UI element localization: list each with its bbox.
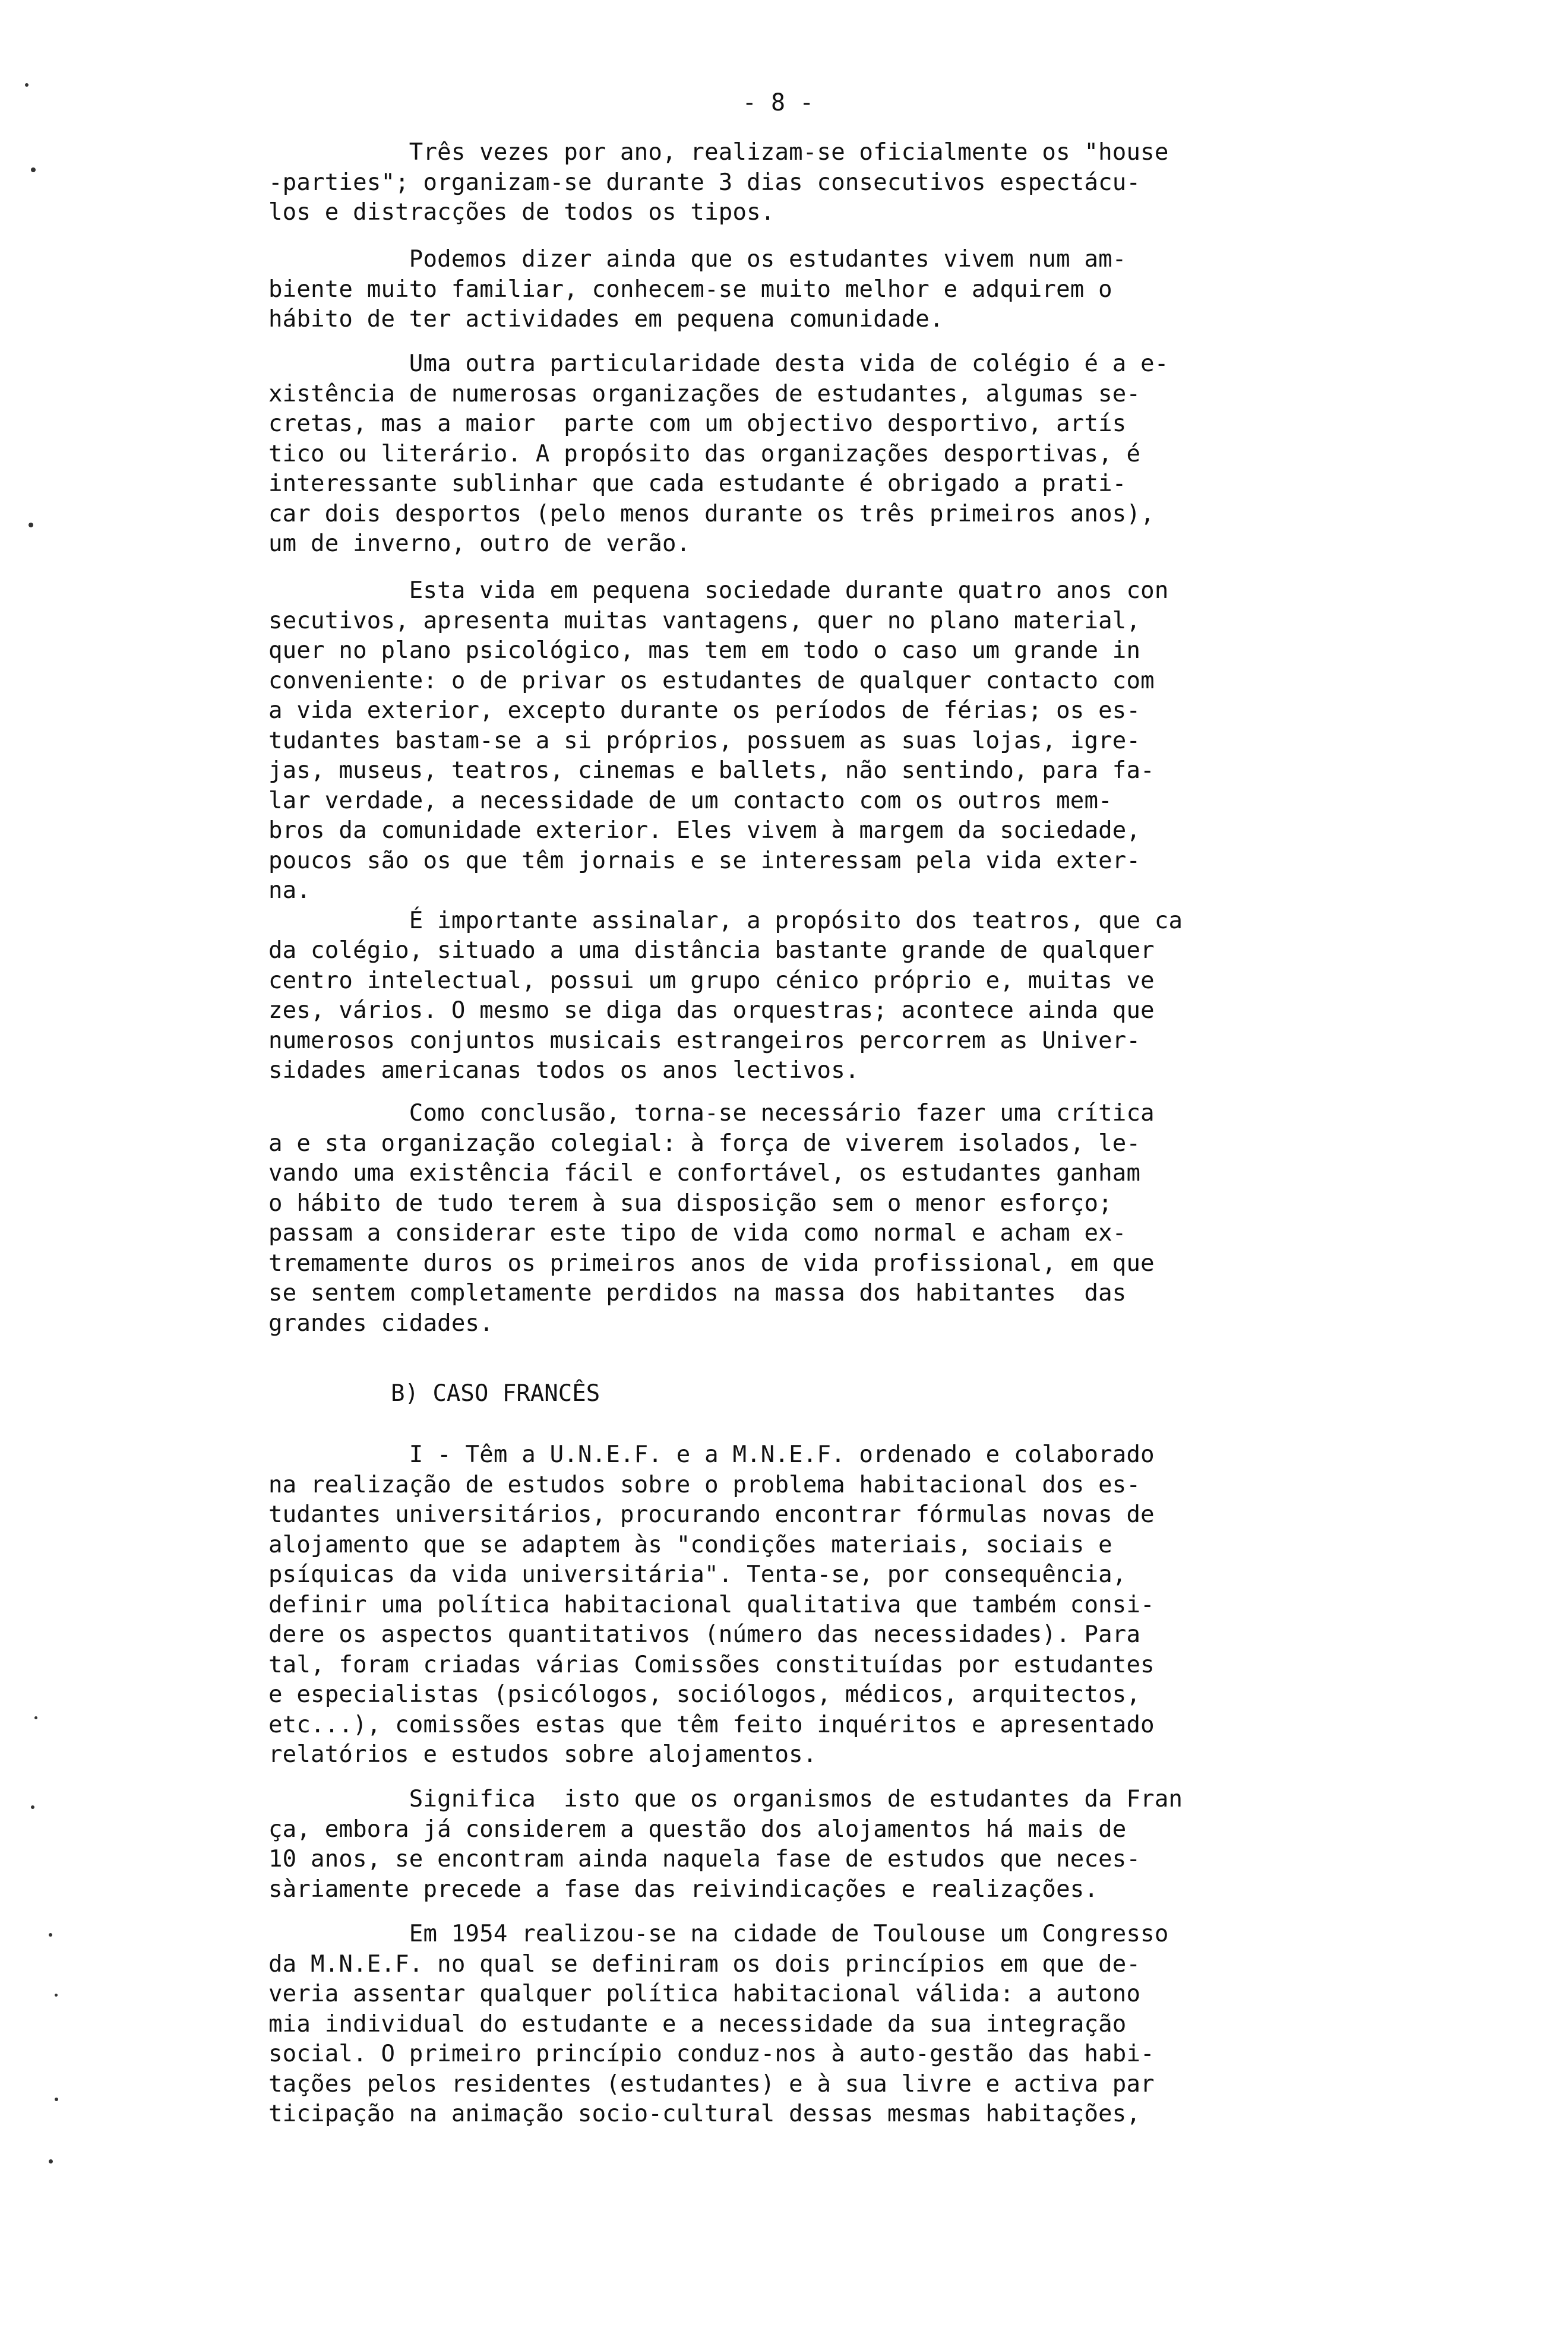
scan-speck xyxy=(55,2098,58,2101)
scan-speck xyxy=(25,83,29,87)
scan-speck xyxy=(34,1716,37,1719)
scan-speck xyxy=(55,1994,58,1997)
scan-speck xyxy=(31,1805,34,1809)
paragraph-toulouse-congress: Em 1954 realizou-se na cidade de Toulouse um Congresso da M.N.E.F. no qual se definiram os dois princípios em que de- veria assentar qualquer política habitacional válida: a autono mia individual do estudante e a necessidade da sua integração social. O primeiro princípio conduz-nos à auto-gestão das habi- tações pelos residentes (estudantes) e à sua livre e activa par ticipação na animação socio-cultural dessas mesmas habitações, xyxy=(268,1921,1169,2127)
paragraph-conclusion: Como conclusão, torna-se necessário fazer uma crítica a e sta organização colegial: à força de viverem isolados, le- vando uma existência fácil e confortável, os estudantes ganham o hábito de tudo terem à sua disposição sem o menor esforço; passam a considerar este tipo de vida como normal e acham ex- tremamente duros os primeiros anos de vida profissional, em que se sentem completamente perdidos na massa dos habitantes das grandes cidades. xyxy=(268,1100,1155,1337)
scan-speck xyxy=(29,523,33,527)
scan-speck xyxy=(31,167,36,172)
paragraph-familiar-environment: Podemos dizer ainda que os estudantes vivem num am- biente muito familiar, conhecem-se muito melhor e adquirem o hábito de ter actividades em pequena comunidade. xyxy=(268,246,1127,333)
paragraph-house-parties: Três vezes por ano, realizam-se oficialmente os "house -parties"; organizam-se durante 3 dias consecutivos espectácu- los e distracções de todos os tipos. xyxy=(268,139,1169,226)
section-heading: B) CASO FRANCÊS xyxy=(391,1380,600,1407)
paragraph-france-stage: Significa isto que os organismos de estudantes da Fran ça, embora já considerem a questão dos alojamentos há mais de 10 anos, se encontram ainda naquela fase de estudos que neces- sàriamente precede a fase das reivindicações e realizações. xyxy=(268,1786,1183,1903)
page-number: - 8 - xyxy=(742,89,814,116)
paragraph-student-organizations: Uma outra particularidade desta vida de colégio é a e- xistência de numerosas organizações de estudantes, algumas se- cretas, mas a maior parte com um objectivo desportivo, artís tico ou literário. A propósito das organizações desportivas, é interessante sublinhar que cada estudante é obrigado a prati- car dois desportos (pelo menos durante os três primeiros anos), um de inverno, outro de verão. xyxy=(268,350,1169,557)
scan-speck xyxy=(49,2159,53,2163)
paragraph-unef-mnef-studies: I - Têm a U.N.E.F. e a M.N.E.F. ordenado e colaborado na realização de estudos sobre o problema habitacional dos es- tudantes universitários, procurando encontrar fórmulas novas de alojamento que se adaptem às "condições materiais, sociais e psíquicas da vida universitária". Tenta-se, por consequência, definir uma política habitacional qualitativa que também consi- dere os aspectos quantitativos (número das necessidades). Para tal, foram criadas várias Comissões constituídas por estudantes e especialistas (psicólogos, sociólogos, médicos, arquitectos, etc...), comissões estas que têm feito inquéritos e apresentado relatórios e estudos sobre alojamentos. xyxy=(268,1441,1155,1768)
scan-speck xyxy=(49,1933,52,1937)
paragraph-small-society: Esta vida em pequena sociedade durante quatro anos con secutivos, apresenta muitas vantagens, quer no plano material, quer no plano psicológico, mas tem em todo o caso um grande in conveniente: o de privar os estudantes de qualquer contacto com a vida exterior, excepto durante os períodos de férias; os es- tudantes bastam-se a si próprios, possuem as suas lojas, igre- jas, museus, teatros, cinemas e ballets, não sentindo, para fa- lar verdade, a necessidade de um contacto com os outros mem- bros da comunidade exterior. Eles vivem à margem da sociedade, poucos são os que têm jornais e se interessam pela vida exter- na. É importante assinalar, a propósito dos teatros, que ca da colégio, situado a uma distância bastante grande de qualquer centro intelectual, possui um grupo cénico próprio e, muitas ve zes, vários. O mesmo se diga das orquestras; acontece ainda que numerosos conjuntos musicais estrangeiros percorrem as Univer- sidades americanas todos os anos lectivos. xyxy=(268,577,1183,1084)
